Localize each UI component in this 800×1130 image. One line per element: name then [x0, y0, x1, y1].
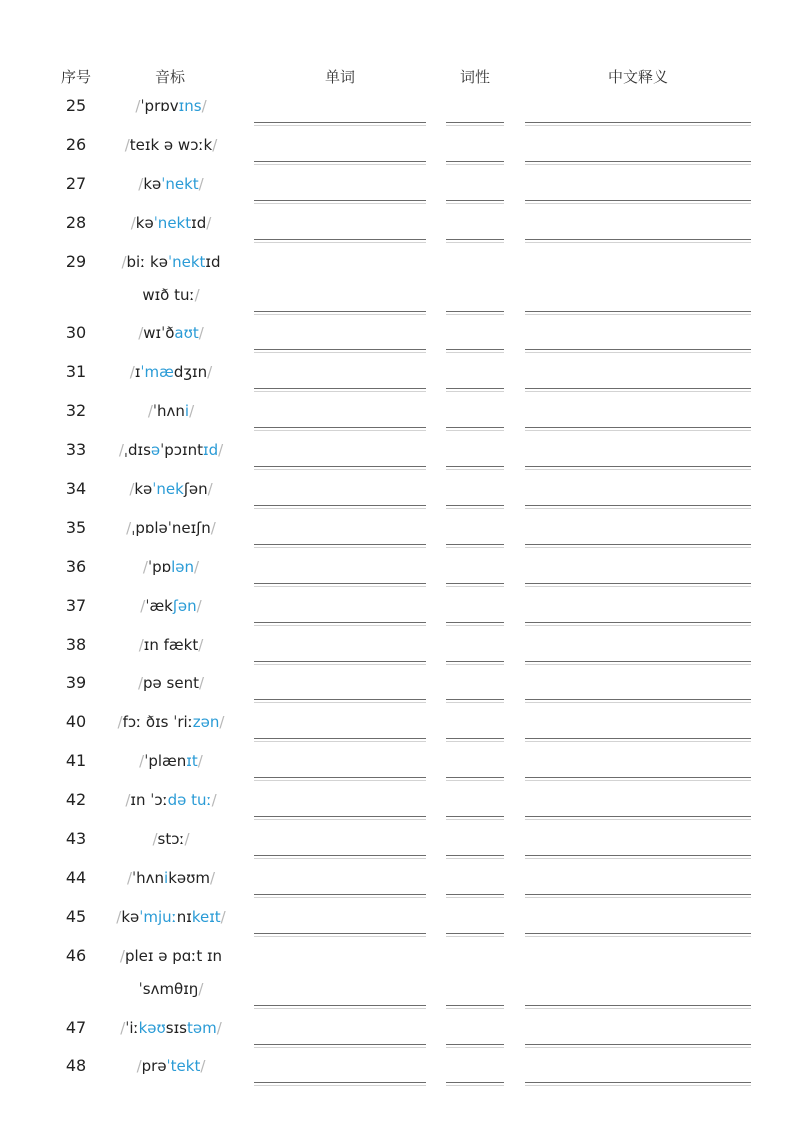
table-row [0, 88, 800, 127]
row-number: 32 [65, 401, 87, 421]
table-row [0, 743, 800, 782]
phonetic-text: ɪd [191, 213, 207, 232]
slash-open: / [138, 174, 144, 193]
phonetic-highlight: ˈmjuː [139, 907, 177, 926]
phonetic-text: ʃən [183, 480, 208, 499]
phonetic-highlight: ˈnekt [153, 213, 192, 232]
phonetic-transcription [108, 246, 234, 312]
slash-close: / [211, 791, 217, 810]
meaning-answer-blank[interactable] [525, 427, 751, 428]
meaning-answer-blank[interactable] [525, 544, 751, 545]
word-answer-blank[interactable] [254, 311, 426, 312]
table-row [0, 393, 800, 432]
phonetic-text: ˈsʌmθɪŋ [138, 979, 199, 998]
phonetic-highlight: ˈtekt [166, 1057, 201, 1076]
phonetic-line [108, 667, 234, 700]
phonetic-transcription [108, 434, 234, 467]
part-of-speech-blank[interactable] [446, 349, 504, 350]
slash-close: / [198, 979, 204, 998]
slash-open: / [142, 557, 148, 576]
meaning-answer-blank[interactable] [525, 466, 751, 467]
phonetic-line [108, 1012, 234, 1045]
phonetic-highlight: ˈnek [152, 480, 184, 499]
phonetic-text: prə [141, 1057, 167, 1076]
part-of-speech-blank[interactable] [446, 1005, 504, 1006]
slash-open: / [130, 213, 136, 232]
slash-open: / [138, 635, 144, 654]
row-number: 25 [65, 96, 87, 115]
slash-close: / [207, 363, 213, 382]
phonetic-transcription [108, 1050, 234, 1083]
slash-open: / [135, 97, 141, 115]
phonetic-line [108, 745, 234, 778]
word-answer-blank[interactable] [254, 855, 426, 856]
slash-open: / [126, 518, 132, 537]
table-row [0, 205, 800, 244]
phonetic-line [108, 551, 234, 584]
word-answer-blank[interactable] [254, 388, 426, 389]
phonetic-transcription [108, 823, 234, 856]
word-answer-blank[interactable] [254, 894, 426, 895]
phonetic-line [108, 784, 234, 817]
phonetic-transcription [108, 129, 234, 162]
part-of-speech-blank[interactable] [446, 122, 504, 123]
header-phonetic: 音标 [154, 68, 185, 86]
phonetic-transcription [108, 940, 234, 1006]
word-answer-blank[interactable] [254, 466, 426, 467]
table-row [0, 244, 800, 316]
row-number: 38 [65, 634, 87, 654]
row-number: 26 [65, 134, 87, 154]
word-answer-blank[interactable] [254, 349, 426, 350]
phonetic-line [108, 395, 234, 428]
phonetic-text: kə [143, 174, 162, 193]
word-answer-blank[interactable] [254, 816, 426, 817]
phonetic-text: ˈpɒ [147, 557, 172, 576]
phonetic-highlight: ɪns [178, 97, 202, 115]
phonetic-highlight: ɪd [203, 441, 219, 460]
slash-close: / [198, 324, 204, 343]
slash-open: / [138, 324, 144, 343]
meaning-answer-blank[interactable] [525, 855, 751, 856]
phonetic-highlight: keɪt [191, 907, 221, 926]
meaning-answer-blank[interactable] [525, 239, 751, 240]
part-of-speech-blank[interactable] [446, 239, 504, 240]
slash-close: / [207, 480, 213, 499]
header-part-of-speech: 词性 [459, 68, 490, 86]
meaning-answer-blank[interactable] [525, 894, 751, 895]
word-answer-blank[interactable] [254, 544, 426, 545]
word-answer-blank[interactable] [254, 161, 426, 162]
part-of-speech-blank[interactable] [446, 1082, 504, 1083]
slash-close: / [206, 213, 212, 232]
word-answer-blank[interactable] [254, 1044, 426, 1045]
phonetic-text: ˈhʌn [152, 402, 185, 421]
phonetic-text: sɪs [165, 1018, 188, 1037]
phonetic-transcription [108, 862, 234, 895]
slash-open: / [116, 907, 122, 926]
word-answer-blank[interactable] [254, 583, 426, 584]
phonetic-text: ˈprɒv [140, 97, 179, 115]
phonetic-transcription [108, 395, 234, 428]
meaning-answer-blank[interactable] [525, 816, 751, 817]
slash-open: / [147, 402, 153, 421]
row-number: 46 [65, 945, 87, 965]
phonetic-transcription [108, 207, 234, 240]
phonetic-line [108, 434, 234, 467]
phonetic-text: wɪð tuː [142, 285, 195, 304]
phonetic-transcription [108, 590, 234, 623]
part-of-speech-blank[interactable] [446, 388, 504, 389]
word-answer-blank[interactable] [254, 622, 426, 623]
slash-open: / [140, 596, 146, 615]
meaning-answer-blank[interactable] [525, 311, 751, 312]
row-number: 43 [65, 829, 87, 849]
meaning-answer-blank[interactable] [525, 622, 751, 623]
slash-open: / [137, 674, 144, 693]
row-number: 39 [65, 673, 87, 693]
table-row [0, 1010, 800, 1049]
phonetic-line [108, 90, 234, 123]
row-number: 36 [65, 556, 87, 576]
row-number: 35 [65, 517, 87, 537]
phonetic-line [108, 207, 234, 240]
slash-close: / [220, 907, 226, 926]
meaning-answer-blank[interactable] [525, 738, 751, 739]
phonetic-text: ˈplæn [144, 752, 187, 771]
header-number: 序号 [60, 68, 91, 86]
phonetic-line [108, 706, 234, 739]
phonetic-text: ˈæk [145, 596, 173, 615]
table-row [0, 860, 800, 899]
part-of-speech-blank[interactable] [446, 427, 504, 428]
row-number: 44 [65, 867, 87, 887]
phonetic-highlight: təm [187, 1018, 217, 1037]
word-answer-blank[interactable] [254, 699, 426, 700]
meaning-answer-blank[interactable] [525, 933, 751, 934]
phonetic-line [108, 512, 234, 545]
table-row [0, 704, 800, 743]
part-of-speech-blank[interactable] [446, 816, 504, 817]
phonetic-text: teɪk ə wɔːk [129, 135, 213, 154]
phonetic-line [108, 590, 234, 623]
row-number: 41 [65, 751, 87, 771]
row-number: 40 [65, 712, 87, 732]
slash-open: / [136, 1057, 142, 1076]
meaning-answer-blank[interactable] [525, 122, 751, 123]
part-of-speech-blank[interactable] [446, 699, 504, 700]
row-number: 47 [65, 1017, 87, 1037]
phonetic-highlight: i [164, 868, 169, 887]
row-number: 31 [65, 362, 87, 382]
phonetic-text: ɪd [205, 252, 221, 271]
part-of-speech-blank[interactable] [446, 622, 504, 623]
phonetic-line [108, 356, 234, 389]
phonetic-line [108, 279, 234, 312]
slash-open: / [129, 363, 135, 382]
word-answer-blank[interactable] [254, 661, 426, 662]
part-of-speech-blank[interactable] [446, 505, 504, 506]
slash-close: / [218, 441, 224, 460]
table-row [0, 938, 800, 1010]
table-row [0, 588, 800, 627]
slash-open: / [125, 791, 131, 810]
phonetic-text: pleɪ ə pɑːt ɪn [124, 946, 223, 965]
slash-close: / [209, 868, 216, 887]
row-number: 34 [65, 479, 87, 499]
slash-close: / [197, 752, 203, 771]
phonetic-transcription [108, 706, 234, 739]
phonetic-highlight: zən [192, 713, 220, 732]
phonetic-line [108, 901, 234, 934]
part-of-speech-blank[interactable] [446, 544, 504, 545]
slash-close: / [194, 557, 200, 576]
table-row [0, 627, 800, 666]
slash-open: / [129, 480, 135, 499]
phonetic-text: wɪˈð [143, 324, 175, 343]
row-number: 28 [65, 212, 87, 232]
row-number: 30 [65, 323, 87, 343]
word-answer-blank[interactable] [254, 1082, 426, 1083]
slash-open: / [126, 868, 132, 887]
phonetic-line [108, 168, 234, 201]
phonetic-highlight: də tuː [167, 791, 212, 810]
phonetic-highlight: ə [150, 441, 161, 460]
phonetic-highlight: ˈnekt [167, 252, 206, 271]
phonetic-transcription [108, 901, 234, 934]
table-row [0, 821, 800, 860]
slash-close: / [198, 174, 204, 193]
phonetic-highlight: ɪt [186, 752, 198, 771]
phonetic-text: kəʊm [168, 868, 210, 887]
slash-open: / [120, 1018, 126, 1037]
slash-close: / [184, 830, 190, 849]
slash-close: / [194, 285, 200, 304]
meaning-answer-blank[interactable] [525, 161, 751, 162]
slash-open: / [119, 946, 125, 965]
part-of-speech-blank[interactable] [446, 661, 504, 662]
phonetic-transcription [108, 745, 234, 778]
phonetic-transcription [108, 629, 234, 662]
row-number: 48 [65, 1056, 87, 1076]
part-of-speech-blank[interactable] [446, 583, 504, 584]
phonetic-transcription [108, 667, 234, 700]
phonetic-text: ˈpɔɪnt [160, 441, 204, 460]
meaning-answer-blank[interactable] [525, 1005, 751, 1006]
phonetic-text: ˌdɪs [123, 441, 151, 460]
word-answer-blank[interactable] [254, 239, 426, 240]
row-number: 37 [65, 595, 87, 615]
word-answer-blank[interactable] [254, 200, 426, 201]
phonetic-line [108, 940, 234, 973]
table-row [0, 549, 800, 588]
phonetic-text: kə [121, 907, 140, 926]
phonetic-transcription [108, 512, 234, 545]
meaning-answer-blank[interactable] [525, 200, 751, 201]
table-row [0, 127, 800, 166]
slash-open: / [117, 713, 123, 732]
part-of-speech-blank[interactable] [446, 161, 504, 162]
meaning-answer-blank[interactable] [525, 1082, 751, 1083]
slash-open: / [152, 830, 158, 849]
meaning-answer-blank[interactable] [525, 505, 751, 506]
phonetic-highlight: i [184, 402, 190, 421]
word-answer-blank[interactable] [254, 933, 426, 934]
meaning-answer-blank[interactable] [525, 699, 751, 700]
slash-close: / [196, 596, 202, 615]
phonetic-text: kə [134, 480, 153, 499]
phonetic-transcription [108, 551, 234, 584]
table-row [0, 1048, 800, 1087]
part-of-speech-blank[interactable] [446, 1044, 504, 1045]
word-answer-blank[interactable] [254, 122, 426, 123]
phonetic-line [108, 973, 234, 1006]
phonetic-highlight: ˈmæ [140, 363, 174, 382]
phonetic-transcription [108, 1012, 234, 1045]
row-number: 45 [65, 906, 87, 926]
part-of-speech-blank[interactable] [446, 855, 504, 856]
phonetic-text: ˌpɒləˈneɪʃn [131, 518, 211, 537]
phonetic-highlight: ʃən [172, 596, 197, 615]
phonetic-text: pə sent [143, 674, 199, 693]
phonetic-line [108, 862, 234, 895]
phonetic-text: dʒɪn [173, 363, 208, 382]
slash-close: / [198, 674, 205, 693]
phonetic-line [108, 473, 234, 506]
table-row [0, 432, 800, 471]
table-row [0, 471, 800, 510]
part-of-speech-blank[interactable] [446, 777, 504, 778]
part-of-speech-blank[interactable] [446, 933, 504, 934]
word-answer-blank[interactable] [254, 738, 426, 739]
phonetic-text: kə [135, 213, 154, 232]
slash-close: / [200, 1057, 206, 1076]
header-word: 单词 [324, 68, 355, 86]
slash-open: / [121, 252, 127, 271]
table-header [0, 66, 800, 88]
phonetic-transcription [108, 473, 234, 506]
meaning-answer-blank[interactable] [525, 388, 751, 389]
phonetic-text: biː kə [126, 252, 168, 271]
row-number: 27 [65, 173, 87, 193]
slash-close: / [210, 518, 216, 537]
word-answer-blank[interactable] [254, 505, 426, 506]
phonetic-line [108, 823, 234, 856]
table-row [0, 315, 800, 354]
part-of-speech-blank[interactable] [446, 738, 504, 739]
phonetic-transcription [108, 784, 234, 817]
phonetic-text: ɪ [134, 363, 141, 382]
slash-open: / [124, 135, 130, 154]
phonetic-line [108, 1050, 234, 1083]
phonetic-line [108, 129, 234, 162]
row-number: 33 [65, 440, 87, 460]
phonetic-line [108, 317, 234, 350]
slash-close: / [216, 1018, 222, 1037]
slash-close: / [212, 135, 218, 154]
row-number: 42 [65, 790, 87, 810]
phonetic-transcription [108, 356, 234, 389]
slash-open: / [118, 441, 124, 460]
phonetic-text: stɔː [157, 830, 185, 849]
phonetic-line [108, 629, 234, 662]
slash-close: / [198, 635, 204, 654]
table-row [0, 665, 800, 704]
phonetic-line [108, 246, 234, 279]
phonetic-highlight: lən [171, 557, 195, 576]
phonetic-text: nɪ [176, 907, 192, 926]
meaning-answer-blank[interactable] [525, 349, 751, 350]
phonetic-text: fɔː ðɪs ˈriː [122, 713, 193, 732]
slash-close: / [201, 97, 207, 115]
phonetic-highlight: aʊt [174, 324, 199, 343]
table-row [0, 899, 800, 938]
word-answer-blank[interactable] [254, 1005, 426, 1006]
part-of-speech-blank[interactable] [446, 466, 504, 467]
word-answer-blank[interactable] [254, 777, 426, 778]
part-of-speech-blank[interactable] [446, 200, 504, 201]
phonetic-text: ˈhʌn [132, 868, 165, 887]
phonetic-text: ɪn fækt [143, 635, 199, 654]
word-answer-blank[interactable] [254, 427, 426, 428]
phonetic-transcription [108, 317, 234, 350]
meaning-answer-blank[interactable] [525, 777, 751, 778]
phonetic-transcription [108, 168, 234, 201]
vocabulary-rows [0, 88, 800, 1087]
phonetic-highlight: kəʊ [138, 1018, 166, 1037]
phonetic-highlight: ˈnekt [161, 174, 199, 193]
slash-close: / [219, 713, 225, 732]
row-number: 29 [65, 251, 87, 271]
part-of-speech-blank[interactable] [446, 311, 504, 312]
header-chinese-meaning: 中文释义 [607, 68, 668, 86]
slash-close: / [189, 402, 195, 421]
meaning-answer-blank[interactable] [525, 661, 751, 662]
meaning-answer-blank[interactable] [525, 1044, 751, 1045]
table-row [0, 782, 800, 821]
table-row [0, 166, 800, 205]
phonetic-text: ɪn ˈɔː [130, 791, 168, 810]
slash-open: / [139, 752, 145, 771]
phonetic-transcription [108, 90, 234, 123]
table-row [0, 354, 800, 393]
part-of-speech-blank[interactable] [446, 894, 504, 895]
table-row [0, 510, 800, 549]
meaning-answer-blank[interactable] [525, 583, 751, 584]
phonetic-text: ˈiː [125, 1018, 139, 1037]
